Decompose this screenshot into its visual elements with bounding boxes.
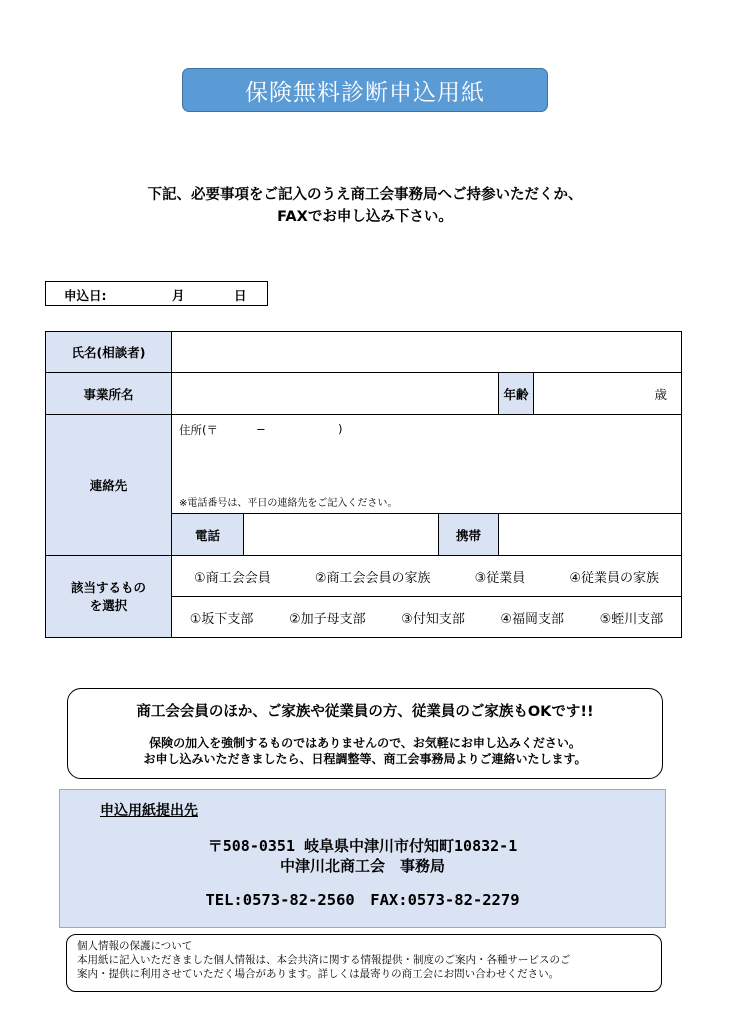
date-month-label: 月	[172, 288, 185, 303]
member-option[interactable]: ②商工会会員の家族	[314, 570, 431, 586]
privacy-notice	[66, 934, 662, 992]
submission-address: 〒508-0351 岐阜県中津川市付知町10832-1	[207, 837, 518, 855]
application-form-table	[45, 331, 682, 638]
address-dash: −	[256, 422, 266, 436]
name-label: 氏名(相談者)	[46, 332, 172, 373]
date-label: 申込日:	[64, 288, 107, 303]
member-option[interactable]: ③従業員	[474, 570, 526, 586]
submission-organization: 中津川北商工会 事務局	[279, 857, 445, 875]
phone-note: ※電話番号は、平日の連絡先をご記入ください。	[179, 498, 398, 509]
member-option[interactable]: ①商工会会員	[194, 570, 271, 586]
select-label	[46, 556, 172, 638]
address-prefix: 住所(〒	[179, 423, 218, 437]
age-unit: 歳	[654, 386, 668, 402]
branch-option[interactable]: ④福岡支部	[500, 611, 565, 627]
notice-box	[67, 688, 663, 779]
age-field[interactable]	[534, 373, 682, 415]
date-day-label: 日	[234, 288, 247, 303]
phone-label: 電話	[172, 514, 244, 556]
member-options-row	[172, 556, 682, 597]
notice-line-1: 保険の加入を強制するものではありませんので、お気軽にお申し込みください。	[149, 736, 581, 750]
contact-label: 連絡先	[46, 415, 172, 556]
notice-headline: 商工会会員のほか、ご家族や従業員の方、従業員のご家族もOKです!!	[136, 704, 594, 720]
branch-option[interactable]: ①坂下支部	[189, 611, 254, 627]
select-label-line-2: を選択	[89, 597, 128, 613]
submission-box	[59, 789, 666, 928]
instruction-line-2: FAXでお申し込み下さい。	[277, 209, 453, 225]
application-date-box[interactable]	[45, 281, 268, 306]
privacy-title: 個人情報の保護について	[77, 940, 193, 952]
submission-heading: 申込用紙提出先	[100, 803, 198, 819]
office-name-field[interactable]	[172, 373, 499, 415]
branch-option[interactable]: ⑤蛭川支部	[599, 611, 664, 627]
branch-option[interactable]: ③付知支部	[401, 611, 465, 627]
age-label: 年齢	[499, 373, 534, 415]
address-field[interactable]	[172, 415, 682, 514]
privacy-line-2: 案内・提供に利用させていただく場合があります。詳しくは最寄りの商工会にお問い合わせください。	[77, 968, 560, 980]
phone-field[interactable]	[244, 514, 439, 556]
submission-contact: TEL:0573-82-2560 FAX:0573-82-2279	[205, 891, 520, 909]
branch-option[interactable]: ②加子母支部	[288, 611, 366, 627]
mobile-field[interactable]	[499, 514, 682, 556]
member-option[interactable]: ④従業員の家族	[569, 570, 659, 586]
name-field[interactable]	[172, 332, 682, 373]
branch-options-row	[172, 597, 682, 638]
mobile-label: 携帯	[439, 514, 499, 556]
address-close: )	[338, 422, 343, 436]
instruction-line-1: 下記、必要事項をご記入のうえ商工会事務局へご持参いただくか、	[147, 187, 583, 203]
select-label-line-1: 該当するもの	[70, 579, 146, 595]
form-title: 保険無料診断申込用紙	[182, 68, 548, 112]
office-name-label: 事業所名	[46, 373, 172, 415]
privacy-line-1: 本用紙に記入いただきました個人情報は、本会共済に関する情報提供・制度のご案内・各種サービスのご	[77, 954, 571, 966]
notice-line-2: お申し込みいただきましたら、日程調整等、商工会事務局よりご連絡いたします。	[143, 752, 587, 766]
